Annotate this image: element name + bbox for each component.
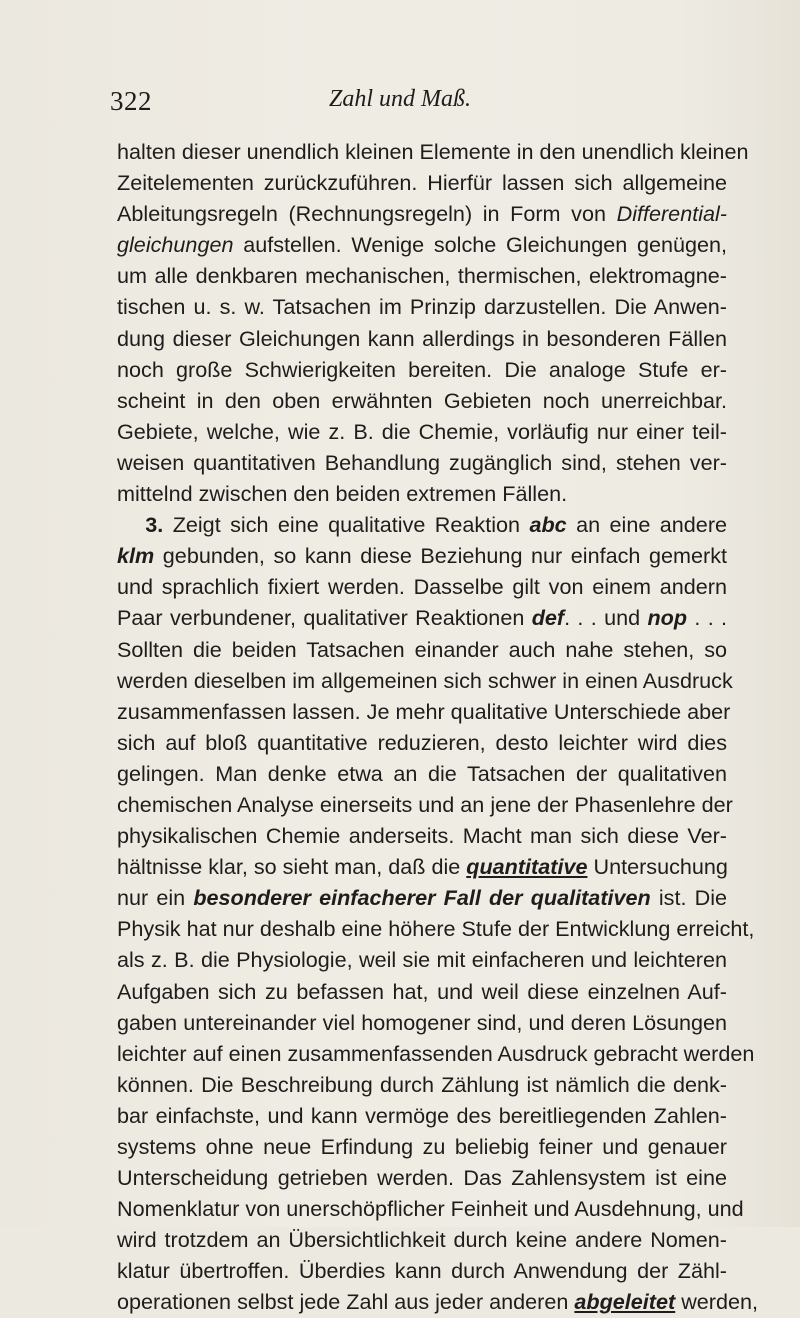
- running-title: Zahl und Maß.: [328, 86, 471, 112]
- text-line: Gebiete, welche, wie z. B. die Chemie, vorläufig nur einer teil-: [117, 418, 727, 444]
- text-line: [117, 198, 727, 229]
- text-line: [117, 1286, 759, 1317]
- text-line: weisen quantitativen Behandlung zugänglich sind, stehen ver-: [117, 449, 727, 475]
- text-run: operationen selbst jede Zahl aus jeder anderen: [117, 1289, 569, 1315]
- text-run: werden,: [681, 1289, 759, 1315]
- text-line: [117, 851, 727, 882]
- text-line: [117, 882, 727, 913]
- text-line: Unterscheidung getrieben werden. Das Zahlensystem ist eine: [117, 1165, 727, 1191]
- text-line: physikalischen Chemie anderseits. Macht man sich diese Ver-: [117, 823, 727, 849]
- text-line: noch große Schwierigkeiten bereiten. Die analoge Stufe er-: [117, 356, 727, 382]
- emphasis-abgeleitet: abgeleitet: [574, 1289, 676, 1315]
- text-run: ist. Die: [658, 885, 728, 911]
- text-line: chemischen Analyse einerseits und an jene der Phasenlehre der: [117, 791, 733, 817]
- text-line: Zeitelementen zurückzuführen. Hierfür lassen sich allgemeine: [117, 170, 727, 196]
- text-run: Paar verbundener, qualitativer Reaktionen: [117, 605, 525, 631]
- text-line: leichter auf einen zusammenfassenden Ausdruck gebracht werden: [117, 1040, 755, 1066]
- text-line: Aufgaben sich zu befassen hat, und weil diese einzelnen Auf-: [117, 978, 727, 1004]
- text-line: werden dieselben im allgemeinen sich schwer in einen Ausdruck: [117, 667, 733, 693]
- text-line: tischen u. s. w. Tatsachen im Prinzip darzustellen. Die Anwen-: [117, 294, 727, 320]
- text-line: [117, 602, 727, 633]
- text-line: gelingen. Man denke etwa an die Tatsachen der qualitativen: [117, 760, 727, 786]
- variable-abc: abc: [529, 512, 567, 538]
- text-run: hältnisse klar, so sieht man, daß die: [117, 854, 461, 880]
- text-line: um alle denkbaren mechanischen, thermischen, elektromagne-: [117, 263, 727, 289]
- variable-klm: klm: [117, 543, 155, 569]
- text-run: nur ein: [117, 885, 186, 911]
- text-line: gaben untereinander viel homogener sind, und deren Lösungen: [117, 1009, 727, 1035]
- variable-def: def: [531, 605, 565, 631]
- text-line: [117, 540, 727, 571]
- text-line: und sprachlich fixiert werden. Dasselbe gilt von einem andern: [117, 574, 727, 600]
- text-line: mittelnd zwischen den beiden extremen Fällen.: [117, 481, 568, 507]
- text-line: scheint in den oben erwähnten Gebieten noch unerreichbar.: [117, 387, 727, 413]
- text-line: Physik hat nur deshalb eine höhere Stufe der Entwicklung erreicht,: [117, 916, 755, 942]
- text-run: Ableitungsregeln (Rechnungsregeln) in Form von: [117, 201, 606, 227]
- emphasis-differential: Differential-: [616, 201, 727, 227]
- body-text: [117, 136, 759, 1318]
- text-run: . . .: [694, 605, 728, 631]
- section-number: 3.: [145, 512, 164, 538]
- text-line: klatur übertroffen. Überdies kann durch Anwendung der Zähl-: [117, 1258, 727, 1284]
- text-line: können. Die Beschreibung durch Zählung ist nämlich die denk-: [117, 1071, 727, 1097]
- text-run: an eine andere: [576, 512, 728, 538]
- text-run: aufstellen. Wenige solche Gleichungen genügen,: [243, 232, 728, 258]
- text-run: Zeigt sich eine qualitative Reaktion: [172, 512, 521, 538]
- text-line: Nomenklatur von unerschöpflicher Feinheit und Ausdehnung, und: [117, 1196, 744, 1222]
- text-line: halten dieser unendlich kleinen Elemente in den unendlich kleinen: [117, 139, 749, 164]
- text-line: [117, 229, 727, 260]
- variable-nop: nop: [647, 605, 688, 631]
- text-line: zusammenfassen lassen. Je mehr qualitative Unterschiede aber: [117, 698, 731, 724]
- text-line: sich auf bloß quantitative reduzieren, desto leichter wird dies: [117, 729, 727, 755]
- emphasis-special-case: besonderer einfacherer Fall der qualitativen: [193, 885, 651, 911]
- page-number: 322: [110, 86, 152, 116]
- text-line: als z. B. die Physiologie, weil sie mit einfacheren und leichteren: [117, 947, 727, 973]
- text-line: Sollten die beiden Tatsachen einander auch nahe stehen, so: [117, 636, 727, 662]
- text-run: gebunden, so kann diese Beziehung nur einfach gemerkt: [162, 543, 727, 569]
- text-line: bar einfachste, und kann vermöge des bereitliegenden Zahlen-: [117, 1102, 727, 1128]
- emphasis-gleichungen: gleichungen: [117, 232, 234, 258]
- text-line: [117, 509, 727, 540]
- text-run: Untersuchung: [593, 854, 728, 880]
- running-head: [0, 86, 800, 126]
- text-line: wird trotzdem an Übersichtlichkeit durch keine andere Nomen-: [117, 1227, 727, 1253]
- text-line: dung dieser Gleichungen kann allerdings in besonderen Fällen: [117, 325, 727, 351]
- text-line: systems ohne neue Erfindung zu beliebig feiner und genauer: [117, 1134, 727, 1159]
- emphasis-quantitative: quantitative: [466, 854, 588, 880]
- text-run: . . . und: [564, 605, 641, 631]
